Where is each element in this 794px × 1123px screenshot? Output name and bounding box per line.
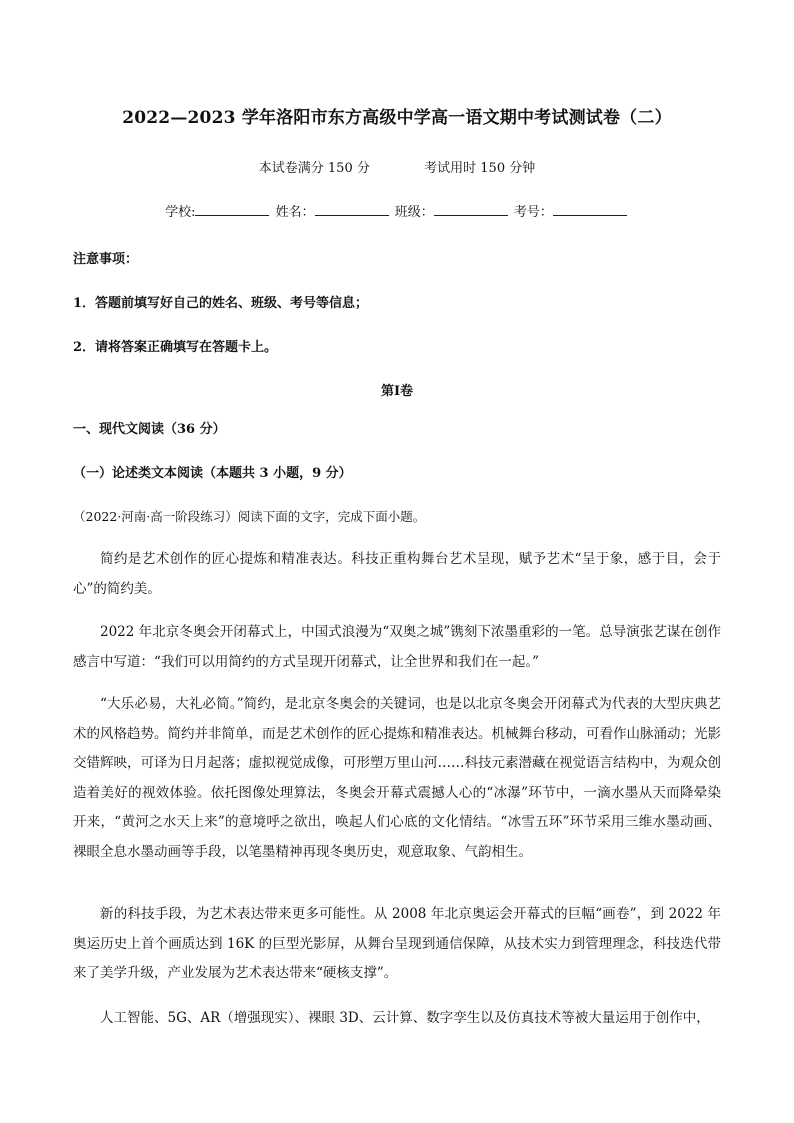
note-item-1: 1．答题前填写好自己的姓名、班级、考号等信息； xyxy=(73,296,369,311)
class-blank[interactable] xyxy=(434,203,508,216)
exam-number-label: 考号： xyxy=(513,205,553,220)
student-info-fields xyxy=(0,201,794,220)
paragraph-4: 新的科技手段，为艺术表达带来更多可能性。从 2008 年北京奥运会开幕式的巨幅“画卷”，到 2022 年奥运历史上首个画质达到 16K 的巨型光影屏，从舞台呈现到通信保障，从技术实力到管理理念，科技迭代带来了美学升级，产业发展为艺术表达带来“硬核支撑”。 xyxy=(73,906,721,981)
source-note: （2022·河南·高一阶段练习）阅读下面的文字，完成下面小题。 xyxy=(73,509,426,524)
part-heading: 一、现代文阅读（36 分） xyxy=(73,422,226,437)
exam-time-text: 考试用时 150 分钟 xyxy=(424,161,536,176)
paragraph-2: 2022 年北京冬奥会开闭幕式上，中国式浪漫为“双奥之城”镌刻下浓墨重彩的一笔。总导演张艺谋在创作感言中写道：“我们可以用简约的方式呈现开闭幕式，让全世界和我们在一起。” xyxy=(73,624,721,670)
school-label: 学校: xyxy=(165,205,196,220)
class-label: 班级： xyxy=(394,205,434,220)
paragraph-1: 简约是艺术创作的匠心提炼和精准表达。科技正重构舞台艺术呈现，赋予艺术“呈于象，感于目，会于心”的简约美。 xyxy=(73,551,721,597)
exam-title: 2022—2023 学年洛阳市东方高级中学高一语文期中考试测试卷（二） xyxy=(122,108,672,128)
paragraph-5: 人工智能、5G、AR（增强现实）、裸眼 3D、云计算、数字孪生以及仿真技术等被大量运用于创作中， xyxy=(100,1010,710,1026)
school-blank[interactable] xyxy=(195,203,269,216)
subsection-heading: （一）论述类文本阅读（本题共 3 小题，9 分） xyxy=(73,466,352,481)
exam-number-blank[interactable] xyxy=(553,203,627,216)
volume-heading: 第Ⅰ卷 xyxy=(380,384,414,399)
note-item-2: 2．请将答案正确填写在答题卡上。 xyxy=(73,340,278,355)
name-blank[interactable] xyxy=(315,203,389,216)
name-label: 姓名： xyxy=(275,205,315,220)
full-score-text: 本试卷满分 150 分 xyxy=(258,161,370,176)
paragraph-3: “大乐必易，大礼必简。”简约，是北京冬奥会的关键词，也是以北京冬奥会开闭幕式为代表的大型庆典艺术的风格趋势。简约并非简单，而是艺术创作的匠心提炼和精准表达。机械舞台移动，可看作山脉涌动；光影交错辉映，可译为日月起落；虚拟视觉成像，可形塑万里山河……科技元素潜藏在视觉语言结构中，为观众创造着美好的视效体验。依托图像处理算法，冬奥会开幕式震撼人心的“冰瀑”环节中，一滴水墨从天而降晕染开来，“黄河之水天上来”的意境呼之欲出，唤起人们心底的文化情结。“冰雪五环”环节采用三维水墨动画、裸眼全息水墨动画等手段，以笔墨精神再现冬奥历史，观意取象、气韵相生。 xyxy=(73,696,721,860)
notes-heading: 注意事项： xyxy=(73,252,139,267)
exam-meta xyxy=(0,157,794,176)
